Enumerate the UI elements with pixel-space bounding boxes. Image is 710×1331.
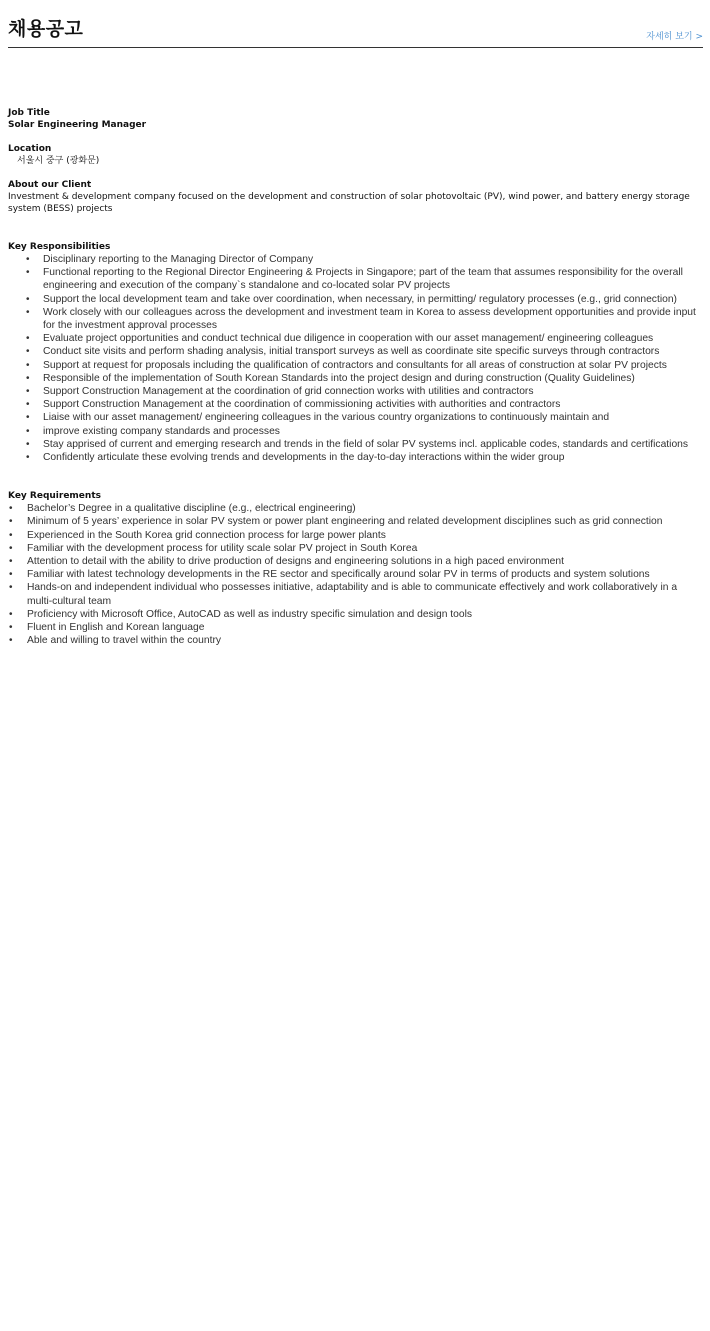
requirements-list: [8, 502, 700, 647]
about-client-label: About our Client: [8, 180, 92, 190]
about-client-value: Investment & development company focused on the development and construction of solar photovoltaic (PV), wind power, and battery energy storage system (BESS) projects: [8, 192, 690, 214]
list-item: • Confidently articulate these evolving trends and developments in the day-to-day interactions within the wider group: [43, 451, 700, 464]
list-item: • Stay apprised of current and emerging research and trends in the field of solar PV systems incl. applicable codes, standards and certifications: [43, 438, 700, 451]
list-item: • Work closely with our colleagues across the development and investment team in Korea to assess development opportunities and provide input for the investment approval processes: [43, 306, 700, 332]
list-item: • Support Construction Management at the coordination of commissioning activities with authorities and contractors: [43, 398, 700, 411]
page-title: 채용공고: [8, 18, 84, 40]
location-value: 서울시 중구 (광화문): [17, 156, 100, 166]
job-posting-body: [8, 107, 700, 647]
list-item: • Proficiency with Microsoft Office, AutoCAD as well as industry specific simulation and design tools: [27, 608, 700, 621]
list-item: • Attention to detail with the ability to drive production of designs and engineering solutions in a high paced environment: [27, 555, 700, 568]
requirements-label: Key Requirements: [8, 491, 101, 502]
list-item: • Hands-on and independent individual who possesses initiative, adaptability and is able to communicate effectively and work collaboratively in a multi-cultural team: [27, 581, 700, 607]
page-header: [8, 10, 703, 48]
responsibilities-list: [8, 253, 700, 464]
list-item: • Evaluate project opportunities and conduct technical due diligence in cooperation with our asset management/ engineering colleagues: [43, 332, 700, 345]
list-item: • Support Construction Management at the coordination of grid connection works with utilities and contractors: [43, 385, 700, 398]
list-item: • Support at request for proposals including the qualification of contractors and consultants for all areas of construction at solar PV projects: [43, 359, 700, 372]
list-item: • Able and willing to travel within the country: [27, 634, 700, 647]
location-label: Location: [8, 144, 52, 154]
job-title-value: Solar Engineering Manager: [8, 120, 147, 130]
list-item: • Support the local development team and take over coordination, when necessary, in permitting/ regulatory processes (e.g., grid connection): [43, 293, 700, 306]
list-item: • Experienced in the South Korea grid connection process for large power plants: [27, 529, 700, 542]
list-item: • Disciplinary reporting to the Managing Director of Company: [43, 253, 700, 266]
list-item: • Liaise with our asset management/ engineering colleagues in the various country organizations to continuously maintain and: [43, 411, 700, 424]
list-item: • Familiar with latest technology developments in the RE sector and specifically around solar PV in terms of products and system solutions: [27, 568, 700, 581]
list-item: • Functional reporting to the Regional Director Engineering & Projects in Singapore; part of the team that assumes responsibility for the overall engineering and execution of the company`s standalone and co-located solar PV projects: [43, 266, 700, 292]
list-item: • improve existing company standards and processes: [43, 425, 700, 438]
job-title-label: Job Title: [8, 108, 50, 118]
responsibilities-label: Key Responsibilities: [8, 242, 111, 252]
list-item: • Fluent in English and Korean language: [27, 621, 700, 634]
list-item: • Familiar with the development process for utility scale solar PV project in South Korea: [27, 542, 700, 555]
list-item: • Conduct site visits and perform shading analysis, initial transport surveys as well as coordinate site specific surveys through contractors: [43, 345, 700, 358]
list-item: • Bachelor’s Degree in a qualitative discipline (e.g., electrical engineering): [27, 502, 700, 515]
list-item: • Minimum of 5 years’ experience in solar PV system or power plant engineering and related development disciplines such as grid connection: [27, 515, 700, 528]
list-item: • Responsible of the implementation of South Korean Standards into the project design and during construction (Quality Guidelines): [43, 372, 700, 385]
view-details-link[interactable]: 자세히 보기 >: [646, 32, 703, 42]
